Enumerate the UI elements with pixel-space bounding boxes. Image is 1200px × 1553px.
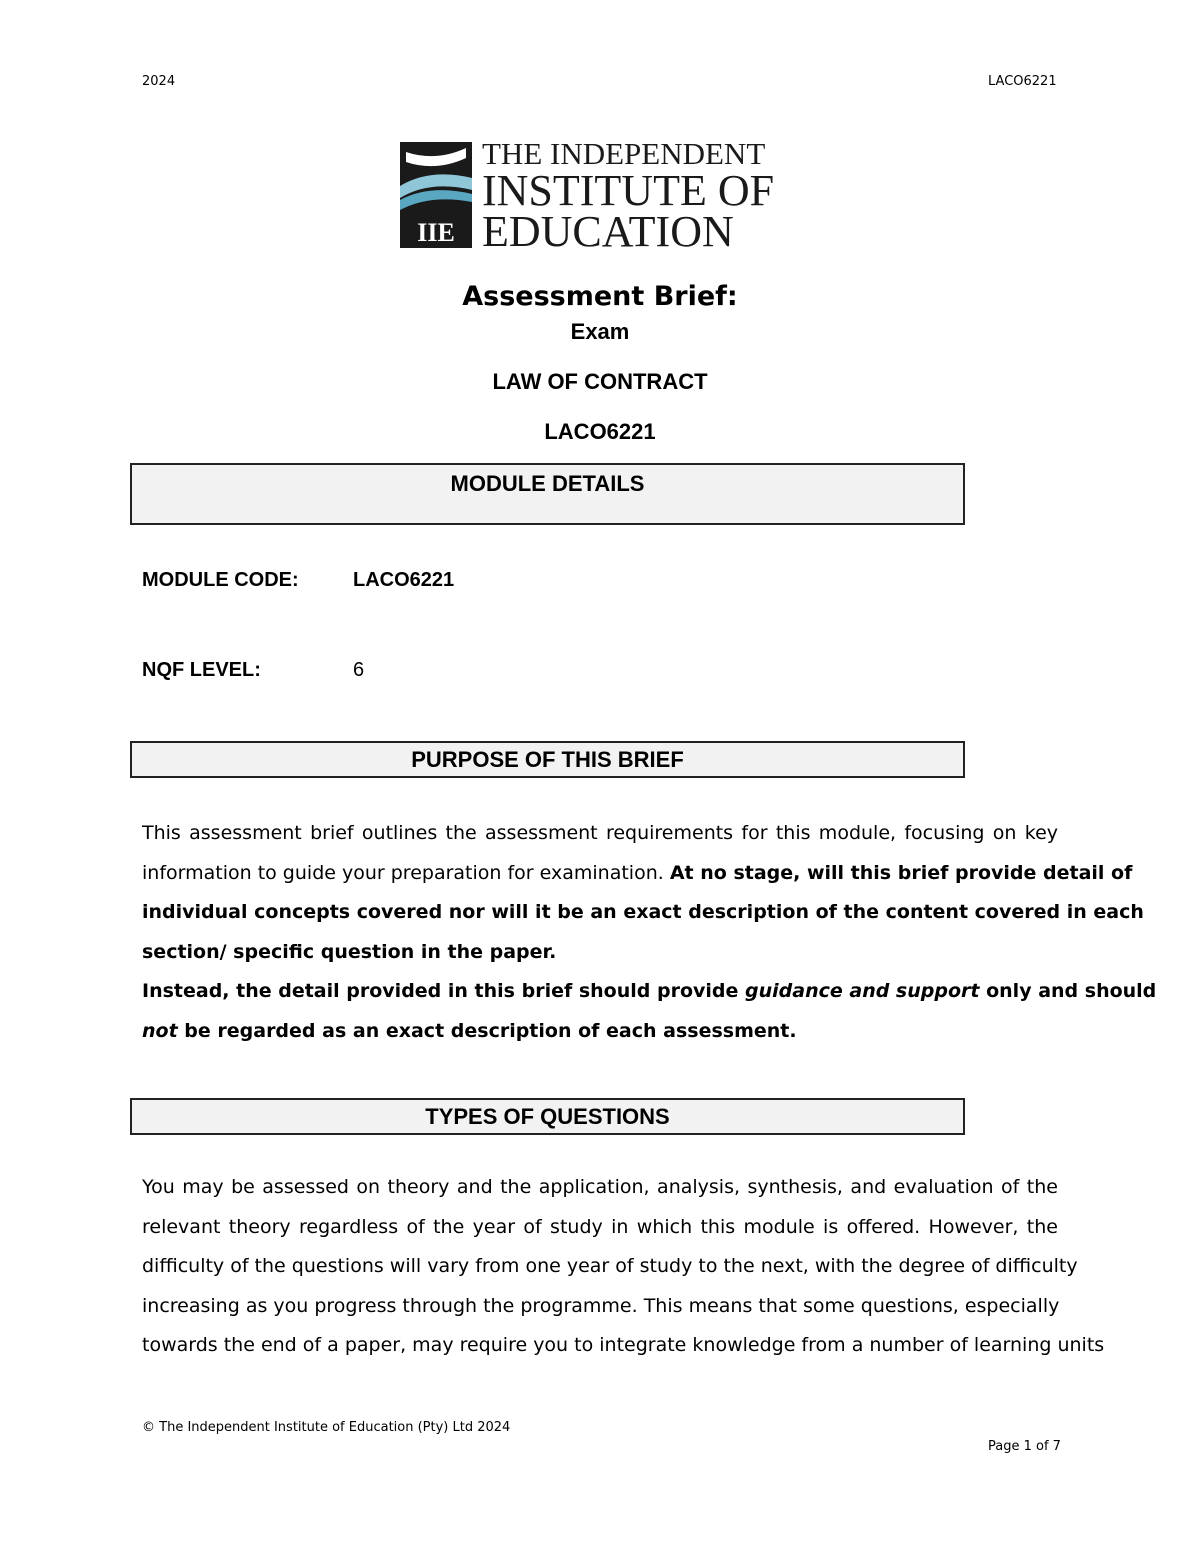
svg-text:IIE: IIE bbox=[417, 218, 455, 247]
subject-code: LACO6221 bbox=[544, 419, 656, 444]
module-details-heading bbox=[130, 463, 965, 525]
purpose-emphasis-text: not bbox=[142, 1019, 178, 1042]
types-line: relevant theory regardless of the year of study in which this module is offered. However, the bbox=[142, 1215, 1058, 1238]
purpose-bold-text: At no stage, will this brief provide detail of bbox=[669, 861, 1133, 884]
footer-copyright: © The Independent Institute of Education (Pty) Ltd 2024 bbox=[142, 1420, 511, 1435]
header-module-code: LACO6221 bbox=[988, 74, 1057, 89]
types-line: increasing as you progress through the programme. This means that some questions, especially bbox=[142, 1294, 1060, 1317]
logo-line-2: INSTITUTE OF bbox=[482, 166, 775, 215]
header-year: 2024 bbox=[142, 74, 176, 89]
logo-line-1: THE INDEPENDENT bbox=[482, 138, 766, 171]
types-paragraph bbox=[142, 1168, 1105, 1366]
subject-title: LAW OF CONTRACT bbox=[492, 369, 708, 394]
types-line: towards the end of a paper, may require you to integrate knowledge from a number of learning units bbox=[142, 1334, 1105, 1356]
iie-logo bbox=[400, 138, 800, 250]
purpose-bold-text: be regarded as an exact description of each assessment. bbox=[177, 1019, 797, 1042]
nqf-level-value: 6 bbox=[353, 659, 365, 681]
module-code-label: MODULE CODE: bbox=[142, 569, 299, 591]
purpose-emphasis-text: guidance and support bbox=[745, 980, 980, 1002]
types-heading-text: TYPES OF QUESTIONS bbox=[425, 1104, 670, 1129]
logo-line-3: EDUCATION bbox=[482, 207, 734, 250]
purpose-line: This assessment brief outlines the assessment requirements for this module, focusing on key bbox=[142, 822, 1058, 844]
purpose-line bbox=[142, 854, 1133, 894]
types-line: You may be assessed on theory and the application, analysis, synthesis, and evaluation of the bbox=[142, 1176, 1058, 1198]
purpose-line: individual concepts covered nor will it be an exact description of the content covered in each bbox=[142, 901, 1144, 923]
module-code-value: LACO6221 bbox=[353, 569, 455, 591]
assessment-type: Exam bbox=[570, 319, 630, 344]
purpose-text: information to guide your preparation for examination. bbox=[142, 861, 670, 884]
types-line: difficulty of the questions will vary from one year of study to the next, with the degree of difficulty bbox=[142, 1255, 1078, 1277]
module-details-heading-text: MODULE DETAILS bbox=[450, 471, 645, 496]
assessment-brief-title: Assessment Brief: bbox=[462, 281, 738, 312]
types-of-questions-heading bbox=[130, 1098, 965, 1135]
purpose-heading-text: PURPOSE OF THIS BRIEF bbox=[411, 747, 684, 772]
purpose-paragraph bbox=[142, 814, 1157, 1051]
nqf-level-label: NQF LEVEL: bbox=[142, 659, 261, 681]
purpose-bold-text: only and should bbox=[979, 980, 1157, 1002]
purpose-heading bbox=[130, 741, 965, 778]
page-number: Page 1 of 7 bbox=[988, 1439, 1061, 1454]
purpose-line bbox=[142, 972, 1157, 1012]
purpose-line: section/ specific question in the paper. bbox=[142, 940, 557, 963]
iie-emblem-icon bbox=[400, 142, 472, 248]
purpose-line bbox=[142, 1012, 1058, 1052]
purpose-bold-text: Instead, the detail provided in this brief should provide bbox=[142, 980, 746, 1002]
